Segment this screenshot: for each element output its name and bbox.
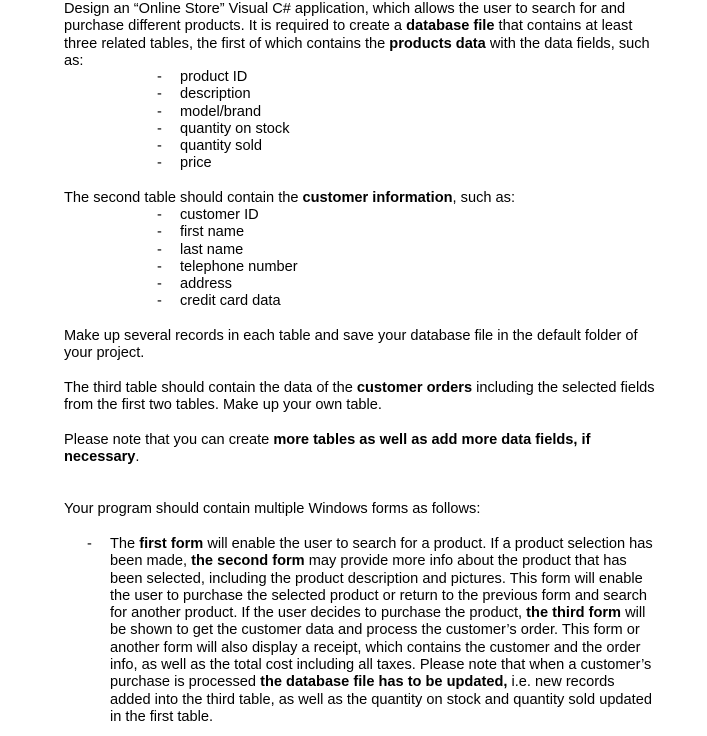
product-fields-list	[157, 69, 290, 173]
list-item: - last name	[157, 241, 244, 258]
list-item: - address	[157, 276, 232, 293]
list-item: - credit card data	[157, 293, 281, 310]
list-item: - first name	[157, 224, 245, 241]
records-paragraph: Make up several records in each table and save your database file in the default folder of your project.	[64, 328, 638, 362]
forms-intro-paragraph: Your program should contain multiple Windows forms as follows:	[64, 501, 481, 517]
forms-bullet-item	[87, 536, 659, 726]
intro-paragraph: Design an “Online Store” Visual C# application, which allows the user to search for and purchase different products. It is required to create a database file that contains at least three related tables, the first of which contains the products data with the data fields, such as:	[64, 1, 650, 69]
orders-paragraph: The third table should contain the data of the customer orders including the selected fields from the first two tables. Make up your own table.	[64, 380, 655, 414]
customer-fields-list	[157, 207, 298, 311]
list-item: - quantity sold	[157, 138, 262, 155]
list-item: - quantity on stock	[157, 120, 290, 137]
customer-paragraph: The second table should contain the customer information, such as:	[64, 190, 516, 206]
list-item: - product ID	[157, 69, 248, 85]
note-paragraph: Please note that you can create more tables as well as add more data fields, if necessary.	[64, 432, 591, 466]
list-item: - price	[157, 155, 212, 172]
forms-bullet-text: The first form will enable the user to search for a product. If a product selection has been made, the second form may provide more info about the product that has been selected, including the product description and pictures. This form will enable the user to purchase the selected product or return to the previous form and search for another product. If the user decides to purchase the product, the third form will be shown to get the customer data and process the customer’s order. This form or another form will also display a receipt, which contains the customer and the order info, as well as the total cost including all taxes. Please note that when a customer’s purchase is processed the database file has to be updated, i.e. new records added into the third table, as well as the quantity on stock and quantity sold updated in the first table.	[110, 536, 653, 725]
bullet-dash: -	[87, 536, 92, 552]
list-item: - telephone number	[157, 258, 298, 275]
list-item: - model/brand	[157, 103, 262, 120]
list-item: - description	[157, 86, 251, 103]
list-item: - customer ID	[157, 207, 259, 223]
